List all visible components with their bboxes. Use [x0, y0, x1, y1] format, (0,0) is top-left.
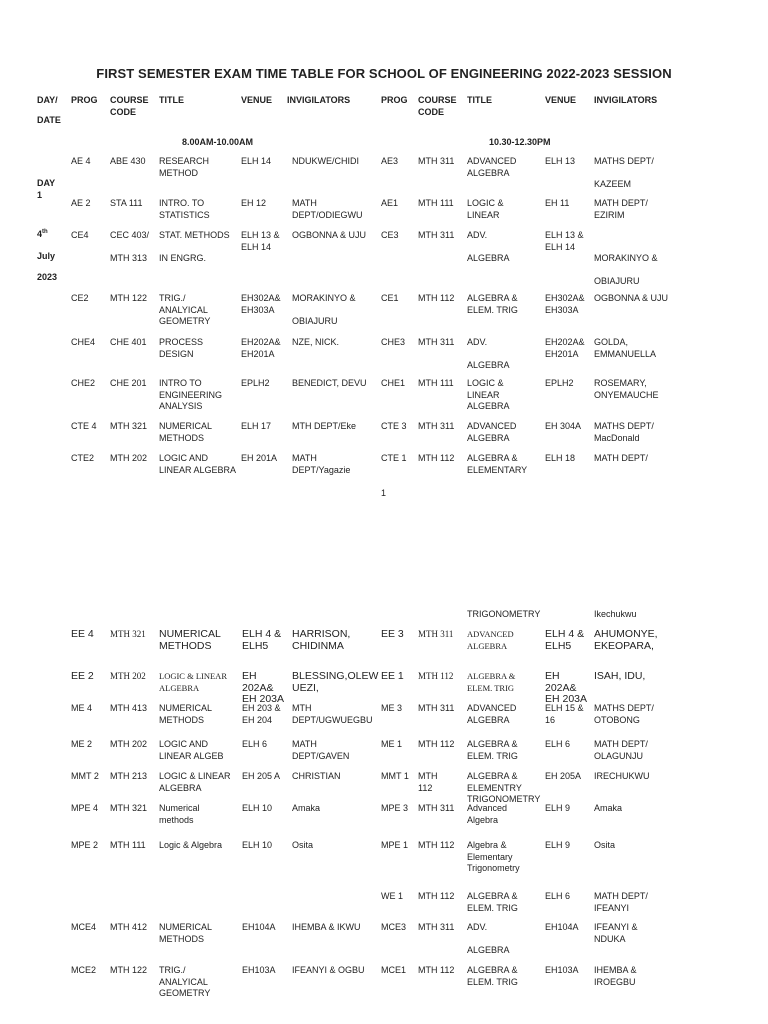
right-title-cell: ADVANCED ALGEBRA — [467, 629, 514, 651]
right-prog-cell: WE 1 — [381, 891, 404, 901]
right-venue-cell: EH 205A — [545, 771, 582, 781]
right-venue-cell: EH 304A — [545, 421, 582, 431]
left-venue-cell: EH103A — [242, 965, 276, 975]
right-venue-cell: ELH 15 & 16 — [545, 703, 584, 725]
page-number: 1 — [381, 488, 387, 498]
right-prog-cell: ME 3 — [381, 703, 403, 713]
left-prog-cell: CTE 4 — [71, 421, 97, 431]
header-prog-2: PROG — [381, 95, 408, 105]
date-day: 4th — [37, 229, 48, 239]
left-venue-cell: EH 12 — [241, 198, 267, 208]
left-invigilators-cell: NDUKWE/CHIDI — [292, 156, 359, 166]
right-title-cell: Algebra & Elementary Trigonometry — [467, 840, 520, 873]
continued-invigilator: Ikechukwu — [594, 609, 637, 619]
left-course-code-cell: MTH 122 — [110, 965, 148, 975]
left-title-cell: TRIG./ ANALYICAL GEOMETRY — [159, 293, 211, 326]
right-prog-cell: CTE 1 — [381, 453, 407, 463]
header-invigilators: INVIGILATORS — [287, 95, 351, 105]
date-year: 2023 — [37, 272, 58, 282]
left-course-code-cell: ABE 430 — [110, 156, 146, 166]
right-title-cell: Advanced Algebra — [467, 803, 508, 825]
right-course-code-cell: MTH 112 — [418, 840, 455, 850]
right-course-code-cell: MTH 112 — [418, 453, 455, 463]
left-invigilators-cell: BLESSING,OLEW UEZI, — [292, 670, 379, 694]
right-invigilators-cell: MATH DEPT/ IFEANYI — [594, 891, 648, 913]
right-prog-cell: ME 1 — [381, 739, 403, 749]
continued-title: TRIGONOMETRY — [467, 609, 541, 619]
right-prog-cell: EE 1 — [381, 670, 404, 682]
left-prog-cell: ME 2 — [71, 739, 93, 749]
right-title-cell: ALGEBRA & ELEM. TRIG — [467, 293, 518, 315]
right-venue-cell: ELH 6 — [545, 891, 571, 901]
header-course-code-2: COURSE CODE — [418, 95, 457, 117]
right-venue-cell: ELH 13 & ELH 14 — [545, 230, 584, 252]
right-title-cell: ALGEBRA & ELEM. TRIG — [467, 965, 518, 987]
left-invigilators-cell: MTH DEPT/UGWUEGBU — [292, 703, 373, 725]
right-course-code-cell: MTH 311 — [418, 337, 455, 347]
left-venue-cell: EH104A — [242, 922, 276, 932]
date-month: July — [37, 251, 56, 261]
header-course-code: COURSE CODE — [110, 95, 149, 117]
left-title-cell: TRIG./ ANALYICAL GEOMETRY — [159, 965, 211, 998]
right-venue-cell: EH 11 — [545, 198, 570, 208]
left-title-cell: LOGIC AND LINEAR ALGEBRA — [159, 453, 237, 475]
right-invigilators-cell: Amaka — [594, 803, 623, 813]
right-title-cell: ALGEBRA & ELEM. TRIG — [467, 891, 518, 913]
right-venue-cell: ELH 6 — [545, 739, 571, 749]
right-prog-cell: CE1 — [381, 293, 399, 303]
right-venue-cell: ELH 9 — [545, 840, 571, 850]
session-afternoon: 10.30-12.30PM — [489, 137, 551, 147]
right-invigilators-cell: MATHS DEPT/ MacDonald — [594, 421, 654, 443]
right-invigilators-cell: MATH DEPT/ EZIRIM — [594, 198, 648, 220]
left-prog-cell: MCE2 — [71, 965, 97, 975]
right-venue-cell: EH104A — [545, 922, 579, 932]
left-invigilators-cell: OGBONNA & UJU — [292, 230, 367, 240]
header-day: DAY/ — [37, 95, 58, 105]
day-label: DAY 1 — [37, 178, 56, 200]
session-morning: 8.00AM-10.00AM — [182, 137, 254, 147]
header-prog: PROG — [71, 95, 98, 105]
right-course-code-cell: MTH 112 — [418, 891, 455, 901]
right-course-code-cell: MTH 112 — [418, 739, 455, 749]
header-invigilators-2: INVIGILATORS — [594, 95, 658, 105]
right-title-cell: ALGEBRA & ELEM. TRIG — [467, 671, 516, 693]
left-venue-cell: ELH 13 & ELH 14 — [241, 230, 280, 252]
left-title-cell: INTRO TO ENGINEERING ANALYSIS — [159, 378, 223, 411]
left-prog-cell: ME 4 — [71, 703, 93, 713]
left-prog-cell: EE 4 — [71, 628, 94, 640]
right-invigilators-cell: MATH DEPT/ — [594, 453, 648, 463]
right-invigilators-cell: GOLDA, EMMANUELLA — [594, 337, 657, 359]
right-prog-cell: CHE3 — [381, 337, 406, 347]
left-title-cell: RESEARCH METHOD — [159, 156, 210, 178]
right-invigilators-cell: MATH DEPT/ OLAGUNJU — [594, 739, 648, 761]
right-course-code-cell: MTH 112 — [418, 965, 455, 975]
left-invigilators-cell: CHRISTIAN — [292, 771, 341, 781]
right-course-code-cell: MTH 311 — [418, 922, 455, 932]
left-course-code-cell: STA 111 — [110, 198, 143, 208]
left-title-cell: STAT. METHODS IN ENGRG. — [159, 230, 230, 263]
left-prog-cell: MCE4 — [71, 922, 97, 932]
left-venue-cell: ELH 10 — [242, 840, 273, 850]
left-invigilators-cell: HARRISON, CHIDINMA — [292, 628, 351, 652]
right-course-code-cell: MTH 111 — [418, 378, 454, 388]
left-title-cell: LOGIC & LINEAR ALGEBRA — [159, 771, 231, 793]
right-title-cell: LOGIC & LINEAR — [467, 198, 504, 220]
right-invigilators-cell: OGBONNA & UJU — [594, 293, 669, 303]
right-course-code-cell: MTH 311 — [418, 629, 454, 639]
left-invigilators-cell: BENEDICT, DEVU — [292, 378, 367, 388]
left-course-code-cell: MTH 412 — [110, 922, 148, 932]
left-course-code-cell: CHE 201 — [110, 378, 147, 388]
left-prog-cell: AE 4 — [71, 156, 91, 166]
right-invigilators-cell: IRECHUKWU — [594, 771, 650, 781]
right-venue-cell: ELH 4 & ELH5 — [545, 628, 585, 652]
left-title-cell: NUMERICAL METHODS — [159, 703, 213, 725]
left-title-cell: NUMERICAL METHODS — [159, 628, 221, 652]
right-prog-cell: AE3 — [381, 156, 399, 166]
left-venue-cell: EH 205 A — [242, 771, 281, 781]
right-title-cell: ADV. ALGEBRA — [467, 230, 510, 263]
left-course-code-cell: MTH 321 — [110, 803, 148, 813]
left-course-code-cell: MTH 202 — [110, 453, 148, 463]
left-venue-cell: ELH 6 — [242, 739, 268, 749]
right-venue-cell: ELH 18 — [545, 453, 576, 463]
right-invigilators-cell: IFEANYI & NDUKA — [594, 922, 638, 944]
left-course-code-cell: MTH 202 — [110, 671, 146, 681]
right-course-code-cell: MTH 112 — [418, 771, 438, 793]
left-invigilators-cell: NZE, NICK. — [292, 337, 340, 347]
left-course-code-cell: MTH 122 — [110, 293, 148, 303]
left-venue-cell: ELH 4 & ELH5 — [242, 628, 282, 652]
right-venue-cell: ELH 9 — [545, 803, 571, 813]
left-prog-cell: MMT 2 — [71, 771, 99, 781]
right-title-cell: ADVANCED ALGEBRA — [467, 703, 517, 725]
left-prog-cell: MPE 4 — [71, 803, 99, 813]
right-venue-cell: ELH 13 — [545, 156, 576, 166]
right-course-code-cell: MTH 311 — [418, 803, 455, 813]
left-title-cell: NUMERICAL METHODS — [159, 922, 213, 944]
left-venue-cell: EH 203 & EH 204 — [242, 703, 281, 725]
left-venue-cell: EH 202A& EH 203A — [242, 670, 285, 705]
left-title-cell: INTRO. TO STATISTICS — [159, 198, 210, 220]
left-title-cell: NUMERICAL METHODS — [159, 421, 213, 443]
left-course-code-cell: MTH 321 — [110, 629, 146, 639]
right-title-cell: ALGEBRA & ELEMENTARY — [467, 453, 528, 475]
right-title-cell: ADV. ALGEBRA — [467, 922, 510, 955]
left-prog-cell: CE4 — [71, 230, 89, 240]
right-prog-cell: CTE 3 — [381, 421, 407, 431]
right-invigilators-cell: Osita — [594, 840, 616, 850]
right-prog-cell: MPE 1 — [381, 840, 409, 850]
left-prog-cell: MPE 2 — [71, 840, 99, 850]
right-venue-cell: EPLH2 — [545, 378, 574, 388]
right-invigilators-cell: MATHS DEPT/ OTOBONG — [594, 703, 654, 725]
right-course-code-cell: MTH 311 — [418, 156, 455, 166]
right-prog-cell: AE1 — [381, 198, 399, 208]
left-prog-cell: AE 2 — [71, 198, 91, 208]
left-course-code-cell: MTH 111 — [110, 840, 146, 850]
right-prog-cell: CHE1 — [381, 378, 406, 388]
right-course-code-cell: MTH 311 — [418, 703, 455, 713]
left-venue-cell: ELH 17 — [241, 421, 272, 431]
right-invigilators-cell: AHUMONYE, EKEOPARA, — [594, 628, 658, 652]
left-venue-cell: ELH 14 — [241, 156, 272, 166]
left-title-cell: Logic & Algebra — [159, 840, 223, 850]
right-invigilators-cell: ISAH, IDU, — [594, 670, 646, 682]
left-invigilators-cell: Amaka — [292, 803, 321, 813]
left-title-cell: PROCESS DESIGN — [159, 337, 204, 359]
right-prog-cell: MCE3 — [381, 922, 407, 932]
left-prog-cell: CTE2 — [71, 453, 95, 463]
right-course-code-cell: MTH 311 — [418, 421, 455, 431]
right-prog-cell: MCE1 — [381, 965, 407, 975]
left-invigilators-cell: MTH DEPT/Eke — [292, 421, 357, 431]
left-invigilators-cell: MATH DEPT/ODIEGWU — [292, 198, 363, 220]
right-title-cell: ALGEBRA & ELEM. TRIG — [467, 739, 518, 761]
right-prog-cell: EE 3 — [381, 628, 404, 640]
left-venue-cell: EH302A& EH303A — [241, 293, 281, 315]
right-invigilators-cell: ROSEMARY, ONYEMAUCHE — [594, 378, 659, 400]
right-title-cell: LOGIC & LINEAR ALGEBRA — [467, 378, 510, 411]
left-course-code-cell: MTH 213 — [110, 771, 148, 781]
right-invigilators-cell: MATHS DEPT/ KAZEEM — [594, 156, 654, 189]
right-venue-cell: EH202A& EH201A — [545, 337, 585, 359]
right-course-code-cell: MTH 111 — [418, 198, 454, 208]
left-invigilators-cell: IHEMBA & IKWU — [292, 922, 361, 932]
left-course-code-cell: MTH 413 — [110, 703, 148, 713]
left-course-code-cell: CHE 401 — [110, 337, 147, 347]
left-prog-cell: EE 2 — [71, 670, 94, 682]
left-prog-cell: CHE4 — [71, 337, 96, 347]
header-venue-2: VENUE — [545, 95, 577, 105]
left-invigilators-cell: MATH DEPT/GAVEN — [292, 739, 350, 761]
left-title-cell: LOGIC & LINEAR ALGEBRA — [159, 671, 227, 693]
left-prog-cell: CHE2 — [71, 378, 96, 388]
header-title: TITLE — [159, 95, 184, 105]
right-prog-cell: CE3 — [381, 230, 399, 240]
left-invigilators-cell: IFEANYI & OGBU — [292, 965, 365, 975]
header-date: DATE — [37, 115, 61, 125]
right-prog-cell: MPE 3 — [381, 803, 409, 813]
right-prog-cell: MMT 1 — [381, 771, 409, 781]
page-title: FIRST SEMESTER EXAM TIME TABLE FOR SCHOOL OF ENGINEERING 2022-2023 SESSION — [96, 66, 672, 81]
left-title-cell: LOGIC AND LINEAR ALGEB — [159, 739, 224, 761]
right-invigilators-cell: MORAKINYO & OBIAJURU — [594, 253, 658, 286]
right-course-code-cell: MTH 112 — [418, 671, 454, 681]
right-title-cell: ADVANCED ALGEBRA — [467, 156, 517, 178]
right-venue-cell: EH302A& EH303A — [545, 293, 585, 315]
right-venue-cell: EH 202A& EH 203A — [545, 670, 588, 705]
left-venue-cell: ELH 10 — [242, 803, 273, 813]
left-invigilators-cell: Osita — [292, 840, 314, 850]
right-title-cell: ADV. ALGEBRA — [467, 337, 510, 370]
right-course-code-cell: MTH 311 — [418, 230, 455, 240]
right-venue-cell: EH103A — [545, 965, 579, 975]
left-course-code-cell: CEC 403/ MTH 313 — [110, 230, 150, 263]
right-title-cell: ALGEBRA & ELEMENTRY TRIGONOMETRY — [467, 771, 541, 804]
left-prog-cell: CE2 — [71, 293, 89, 303]
header-venue: VENUE — [241, 95, 273, 105]
right-invigilators-cell: IHEMBA & IROEGBU — [594, 965, 637, 987]
left-invigilators-cell: MORAKINYO & OBIAJURU — [292, 293, 356, 326]
left-venue-cell: EH202A& EH201A — [241, 337, 281, 359]
left-course-code-cell: MTH 321 — [110, 421, 148, 431]
left-invigilators-cell: MATH DEPT/Yagazie — [292, 453, 351, 475]
left-venue-cell: EPLH2 — [241, 378, 270, 388]
left-venue-cell: EH 201A — [241, 453, 278, 463]
left-course-code-cell: MTH 202 — [110, 739, 148, 749]
header-title-2: TITLE — [467, 95, 492, 105]
right-course-code-cell: MTH 112 — [418, 293, 455, 303]
left-title-cell: Numerical methods — [159, 803, 200, 825]
right-title-cell: ADVANCED ALGEBRA — [467, 421, 517, 443]
